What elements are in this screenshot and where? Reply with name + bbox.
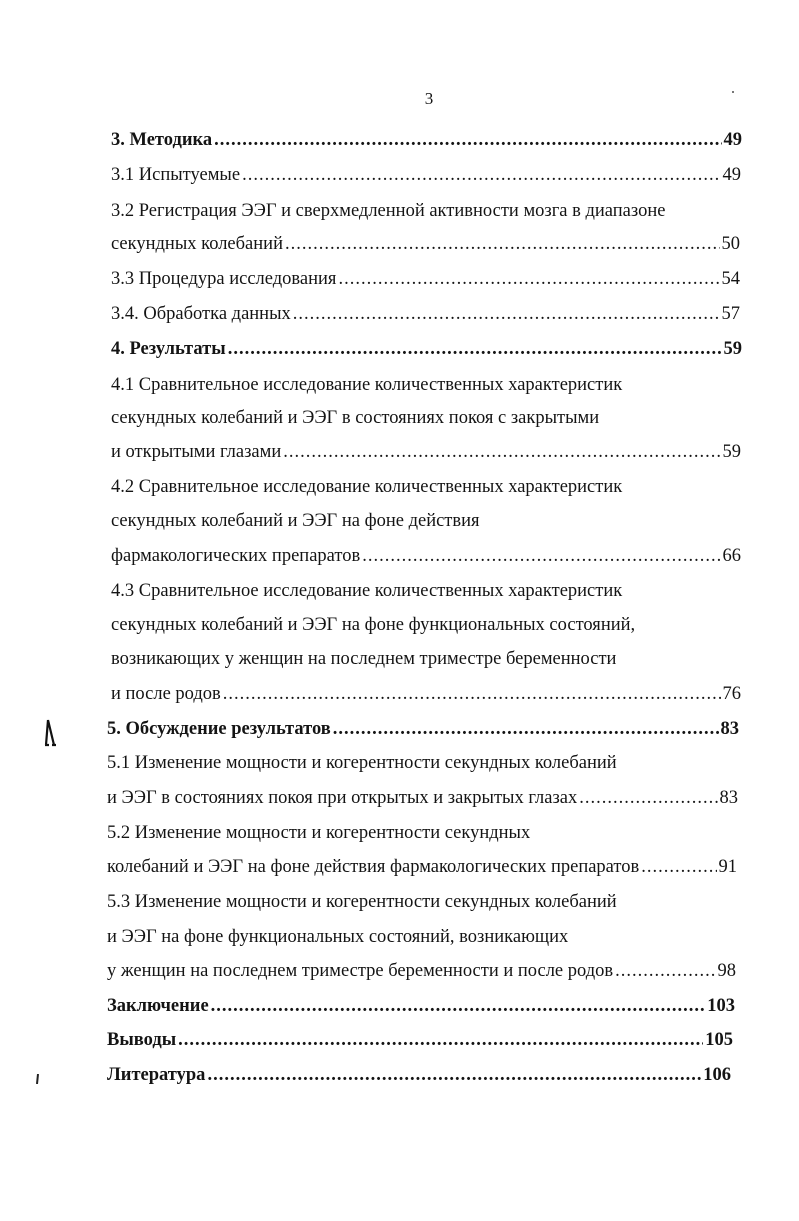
toc-entry-title: секундных колебаний и ЭЭГ в состояниях покоя с закрытыми (111, 408, 600, 428)
toc-entry-line (111, 578, 622, 604)
toc-entry-line (107, 750, 617, 776)
toc-entry (111, 681, 741, 707)
toc-entry-title: фармакологических препаратов (111, 546, 361, 566)
toc-entry-title: 4.1 Сравнительное исследование количественных характеристик (111, 375, 623, 395)
dot-leader (338, 266, 719, 292)
toc-entry-title: 5.3 Изменение мощности и когерентности секундных колебаний (107, 892, 617, 912)
dot-leader (178, 1027, 703, 1053)
toc-entry-page: 98 (717, 961, 736, 981)
toc-entry (111, 439, 741, 465)
toc-entry (107, 854, 737, 880)
toc-entry-title: и после родов (111, 684, 221, 704)
dot-leader (207, 1062, 701, 1088)
toc-entry-line (111, 612, 635, 638)
toc-entry-title: 3.2 Регистрация ЭЭГ и сверхмедленной активности мозга в диапазоне (111, 201, 666, 221)
toc-entry-page: 103 (707, 996, 735, 1016)
toc-entry-title: 3.4. Обработка данных (111, 304, 291, 324)
toc-entry-page: 59 (723, 339, 742, 359)
toc-entry-title: колебаний и ЭЭГ на фоне действия фармакологических препаратов (107, 857, 640, 877)
toc-entry-title: 3. Методика (111, 130, 213, 150)
dot-leader (362, 543, 720, 569)
toc-entry-title: и ЭЭГ на фоне функциональных состояний, возникающих (107, 927, 569, 947)
dot-leader (615, 958, 715, 984)
toc-entry-page: 59 (722, 442, 741, 462)
dot-leader (242, 162, 720, 188)
page-number: 3 (424, 89, 434, 108)
toc-entry-line (111, 405, 599, 431)
toc-entry-page: 49 (722, 165, 741, 185)
scan-mark-icon (44, 718, 56, 748)
dot-leader (641, 854, 716, 880)
toc-entry-title: 5.1 Изменение мощности и когерентности секундных колебаний (107, 753, 617, 773)
toc-entry-title: возникающих у женщин на последнем триместре беременности (111, 649, 617, 669)
toc-entry-page: 76 (722, 684, 741, 704)
toc-entry-line (111, 198, 665, 224)
toc-entry-page: 49 (723, 130, 742, 150)
toc-entry-title: 4.2 Сравнительное исследование количественных характеристик (111, 477, 623, 497)
toc-entry (107, 958, 736, 984)
toc-entry-title: секундных колебаний и ЭЭГ на фоне действия (111, 511, 480, 531)
toc-entry (111, 543, 741, 569)
toc-entry-title: Выводы (107, 1030, 177, 1050)
toc-entry (111, 266, 740, 292)
toc-entry-page: 66 (722, 546, 741, 566)
dot-leader (283, 439, 720, 465)
toc-entry-page: 83 (719, 788, 738, 808)
scan-tick-icon (36, 1074, 39, 1084)
toc-entry-title: 4. Результаты (111, 339, 226, 359)
toc-entry-line (111, 372, 622, 398)
toc-entry-title: Литература (107, 1065, 206, 1085)
dot-leader (228, 336, 722, 362)
toc-entry-line (107, 889, 617, 915)
toc-entry (107, 716, 739, 742)
dot-leader (333, 716, 719, 742)
scan-speck (732, 91, 734, 93)
toc-entry-title: 3.3 Процедура исследования (111, 269, 337, 289)
toc-entry-title: секундных колебаний и ЭЭГ на фоне функциональных состояний, (111, 615, 636, 635)
toc-entry-title: 5. Обсуждение результатов (107, 719, 331, 739)
toc-entry-title: 5.2 Изменение мощности и когерентности секундных (107, 823, 531, 843)
toc-entry-title: 3.1 Испытуемые (111, 165, 241, 185)
toc-entry (107, 1027, 733, 1053)
toc-entry-title: и открытыми глазами (111, 442, 282, 462)
toc-entry (111, 127, 742, 153)
toc-entry-line (111, 646, 616, 672)
toc-entry-title: и ЭЭГ в состояниях покоя при открытых и закрытых глазах (107, 788, 578, 808)
toc-entry (111, 162, 741, 188)
toc-entry-line (107, 924, 568, 950)
dot-leader (223, 681, 721, 707)
toc-entry-line (111, 474, 622, 500)
toc-entry-title: у женщин на последнем триместре беременности и после родов (107, 961, 614, 981)
dot-leader (293, 301, 720, 327)
toc-entry (107, 1062, 731, 1088)
dot-leader (211, 993, 706, 1019)
toc-entry-page: 105 (705, 1030, 733, 1050)
toc-entry (111, 231, 740, 257)
dot-leader (579, 785, 717, 811)
toc-entry-page: 83 (720, 719, 739, 739)
toc-entry-page: 54 (721, 269, 740, 289)
toc-entry-line (111, 508, 480, 534)
toc-entry (107, 785, 738, 811)
toc-entry-title: 4.3 Сравнительное исследование количественных характеристик (111, 581, 623, 601)
toc-entry-title: Заключение (107, 996, 209, 1016)
toc-entry (107, 993, 735, 1019)
dot-leader (285, 231, 720, 257)
toc-entry-page: 50 (721, 234, 740, 254)
toc-entry-title: секундных колебаний (111, 234, 283, 254)
toc-entry (111, 336, 742, 362)
toc-entry-page: 91 (718, 857, 737, 877)
toc-entry (111, 301, 740, 327)
toc-entry-line (107, 820, 530, 846)
toc-entry-page: 57 (721, 304, 740, 324)
dot-leader (214, 127, 721, 153)
toc-entry-page: 106 (703, 1065, 731, 1085)
